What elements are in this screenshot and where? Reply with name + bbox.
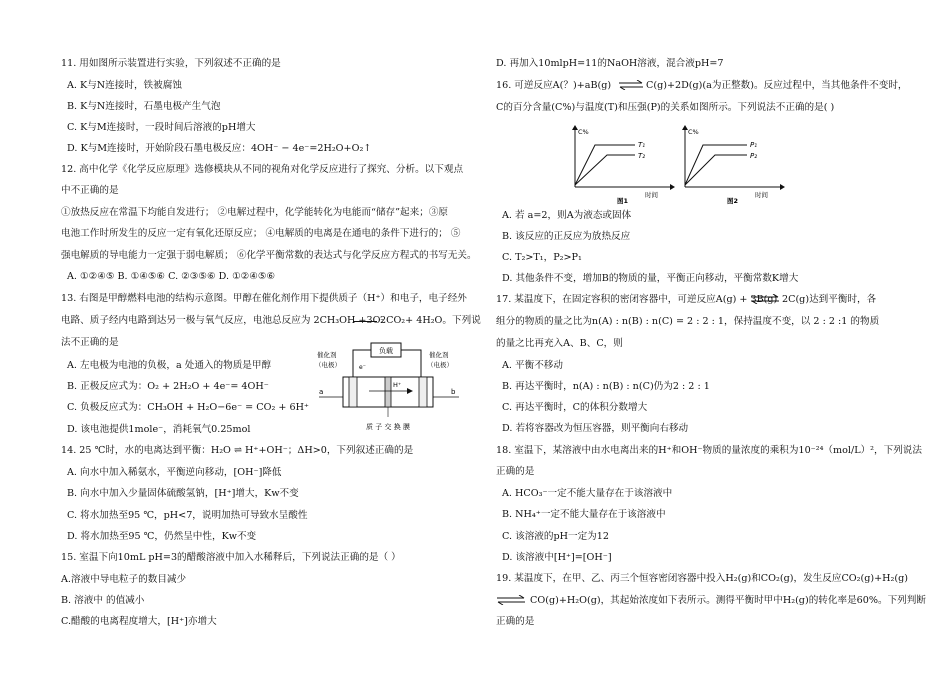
left-electrode <box>349 377 357 407</box>
hplus-label: H⁺ <box>393 381 402 389</box>
q16-stem-line2: C的百分含量(C%)与温度(T)和压强(P)的关系如图所示。下列说法不正确的是( ) <box>496 102 835 113</box>
right-electrode <box>419 377 427 407</box>
inlet-b-label: b <box>451 388 456 396</box>
q14-option-d: D. 将水加热至95 ℃，仍然呈中性，Kw不变 <box>67 531 257 542</box>
equilibrium-arrow-icon <box>618 80 644 90</box>
equilibrium-arrow-icon-2 <box>750 294 780 304</box>
q13-option-b: B. 正极反应式为：O₂ + 2H₂O + 4e⁻= 4OH⁻ <box>67 381 269 392</box>
q15-option-a: A.溶液中导电粒子的数目减少 <box>61 574 187 585</box>
fig1-t2: T₂ <box>638 152 646 160</box>
q16-option-c: C. T₂>T₁，P₂>P₁ <box>502 252 582 263</box>
q17-option-a: A. 平衡不移动 <box>502 360 563 371</box>
q16-option-b: B. 该反应的正反应为放热反应 <box>502 231 631 242</box>
q17-stem-line2: 组分的物质的量之比为n(A) : n(B) : n(C) = 2 : 2 : 1，保持温度不变，以 2 : 2 :1 的物质 <box>496 316 880 327</box>
q12-statements-line2: 电池工作时所发生的反应一定有氧化还原反应； ④电解质的电离是在通电的条件下进行的； ⑤ <box>61 228 461 239</box>
q15-stem: 15. 室温下向10mL pH=3的醋酸溶液中加入水稀释后，下列说法正确的是（ ） <box>61 552 401 563</box>
q16-stem-line1b: C(g)+2D(g)(a为正整数)。反应过程中，当其他条件不变时， <box>646 80 908 91</box>
fig2-xlabel: 时间 <box>755 191 768 199</box>
fig2-curve-p1 <box>685 145 747 185</box>
fig1-t1: T₁ <box>638 141 646 149</box>
q13-stem-line2b: 2CO₂+ 4H₂O。下列说 <box>380 315 481 326</box>
q14-option-c: C. 将水加热至95 ℃，pH<7，说明加热可导致水呈酸性 <box>67 510 308 521</box>
q17-stem-line3: 的量之比再充入A、B、C，则 <box>496 338 623 349</box>
membrane-label: 质 子 交 换 膜 <box>366 423 410 431</box>
q15-option-d: D. 再加入10mlpH=11的NaOH溶液，混合液pH=7 <box>496 58 724 69</box>
q16-figure-2 <box>675 125 785 205</box>
external-wire-right <box>401 350 421 379</box>
fig2-p1: P₁ <box>750 141 758 149</box>
q13-option-a: A. 左电极为电池的负极，a 处通入的物质是甲醇 <box>67 360 272 371</box>
q17-stem-line1a: 17. 某温度下，在固定容积的密闭容器中，可逆反应A(g) + 3B(g) <box>496 294 778 305</box>
q14-option-a: A. 向水中加入稀氨水，平衡逆向移动，[OH⁻]降低 <box>67 467 282 478</box>
q11-stem: 11. 用如图所示装置进行实验，下列叙述不正确的是 <box>61 58 281 69</box>
q19-stem-line3: 正确的是 <box>496 616 535 627</box>
q11-option-d: D. K与M连接时，开始阶段石墨电极反应：4OH⁻ − 4e⁻=2H₂O+O₂↑ <box>67 143 372 154</box>
equilibrium-arrow-icon-3 <box>496 595 526 605</box>
fuel-cell-diagram <box>313 339 463 439</box>
membrane <box>385 377 391 407</box>
cat-right-2: （电极） <box>427 361 453 369</box>
q15-option-b: B. 溶液中 的值减小 <box>61 595 145 606</box>
q16-option-d: D. 其他条件不变，增加B的物质的量，平衡正向移动，平衡常数K增大 <box>502 273 799 284</box>
electron-label: e⁻ <box>359 364 366 371</box>
q13-stem-line2: 电路、质子经内电路到达另一极与氧气反应，电池总反应为 2CH₃OH +3O₂ <box>61 315 385 326</box>
q12-statements-line3: 强电解质的导电能力一定强于弱电解质； ⑥化学平衡常数的表达式与化学反应方程式的书写无关。 <box>61 250 477 261</box>
q18-stem-line1: 18. 室温下，某溶液中由水电离出来的H⁺和OH⁻物质的量浓度的乘积为10⁻²⁴（mol/L）²，下列说法 <box>496 445 922 456</box>
q16-figure-1 <box>565 125 675 205</box>
q11-option-c: C. K与M连接时，一段时间后溶液的pH增大 <box>67 122 256 133</box>
q16-option-a: A. 若 a=2，则A为液态或固体 <box>502 210 632 221</box>
q16-stem-line1a: 16. 可逆反应A(？)+aB(g) <box>496 80 612 91</box>
cat-left-1: 催化剂 <box>317 351 337 359</box>
q19-stem-line1: 19. 某温度下，在甲、乙、丙三个恒容密闭容器中投入H₂(g)和CO₂(g)，发生反应CO₂(g)+H₂(g) <box>496 573 909 584</box>
q12-statements-line1: ①放热反应在常温下均能自发进行； ②电解过程中，化学能转化为电能而“储存”起来；③原 <box>61 207 449 218</box>
q17-option-d: D. 若将容器改为恒压容器，则平衡向右移动 <box>502 423 689 434</box>
fig2-curve-p2 <box>685 155 747 185</box>
load-label: 负载 <box>379 347 393 355</box>
fig2-ylabel: C% <box>688 128 699 136</box>
q17-option-c: C. 再达平衡时，C的体积分数增大 <box>502 402 648 413</box>
fig1-curve-t2 <box>575 155 635 185</box>
fig2-p2: P₂ <box>750 152 758 160</box>
q12-options: A. ①②④⑤ B. ①④⑤⑥ C. ②③⑤⑥ D. ①②④⑤⑥ <box>67 271 276 282</box>
fig2-caption: 图2 <box>727 197 739 205</box>
inlet-a-label: a <box>319 388 324 396</box>
q12-stem-line2: 中不正确的是 <box>61 185 119 196</box>
fig1-curve-t1 <box>575 145 635 185</box>
cat-right-1: 催化剂 <box>429 351 449 359</box>
q11-option-b: B. K与N连接时，石墨电极产生气泡 <box>67 101 221 112</box>
q11-option-a: A. K与N连接时，铁被腐蚀 <box>67 80 182 91</box>
q18-option-d: D. 该溶液中[H⁺]=[OH⁻] <box>502 552 612 563</box>
q13-reaction-arrow <box>353 315 377 322</box>
q17-stem-line1b: 2C(g)达到平衡时，各 <box>782 294 877 305</box>
fig1-caption: 图1 <box>617 197 629 205</box>
q18-stem-line2: 正确的是 <box>496 466 535 477</box>
fig1-xlabel: 时间 <box>645 191 658 199</box>
fig1-ylabel: C% <box>578 128 589 136</box>
q13-option-c: C. 负极反应式为：CH₃OH + H₂O−6e⁻ = CO₂ + 6H⁺ <box>67 402 309 413</box>
q14-stem: 14. 25 ℃时，水的电离达到平衡：H₂O ⇌ H⁺+OH⁻；ΔH>0，下列叙述正确的是 <box>61 445 414 456</box>
q18-option-c: C. 该溶液的pH一定为12 <box>502 531 609 542</box>
q12-stem-line1: 12. 高中化学《化学反应原理》选修模块从不同的视角对化学反应进行了探究、分析。以下观点 <box>61 164 464 175</box>
q19-stem-line2: CO(g)+H₂O(g)，其起始浓度如下表所示。测得平衡时甲中H₂(g)的转化率是60%。下列判断 <box>530 595 926 606</box>
cat-left-2: （电极） <box>315 361 341 369</box>
q13-stem-line1: 13. 右图是甲醇燃料电池的结构示意图。甲醇在催化剂作用下提供质子（H⁺）和电子，电子经外 <box>61 293 467 304</box>
q13-option-d: D. 该电池提供1mole⁻，消耗氧气0.25mol <box>67 424 251 435</box>
q15-option-c: C.醋酸的电离程度增大，[H⁺]亦增大 <box>61 616 217 627</box>
q13-stem-line3: 法不正确的是 <box>61 337 119 348</box>
q17-option-b: B. 再达平衡时，n(A) : n(B) : n(C)仍为2 : 2 : 1 <box>502 381 710 392</box>
q18-option-b: B. NH₄⁺一定不能大量存在于该溶液中 <box>502 509 666 520</box>
q14-option-b: B. 向水中加入少量固体硫酸氢钠，[H⁺]增大，Kw不变 <box>67 488 299 499</box>
q18-option-a: A. HCO₃⁻一定不能大量存在于该溶液中 <box>502 488 673 499</box>
